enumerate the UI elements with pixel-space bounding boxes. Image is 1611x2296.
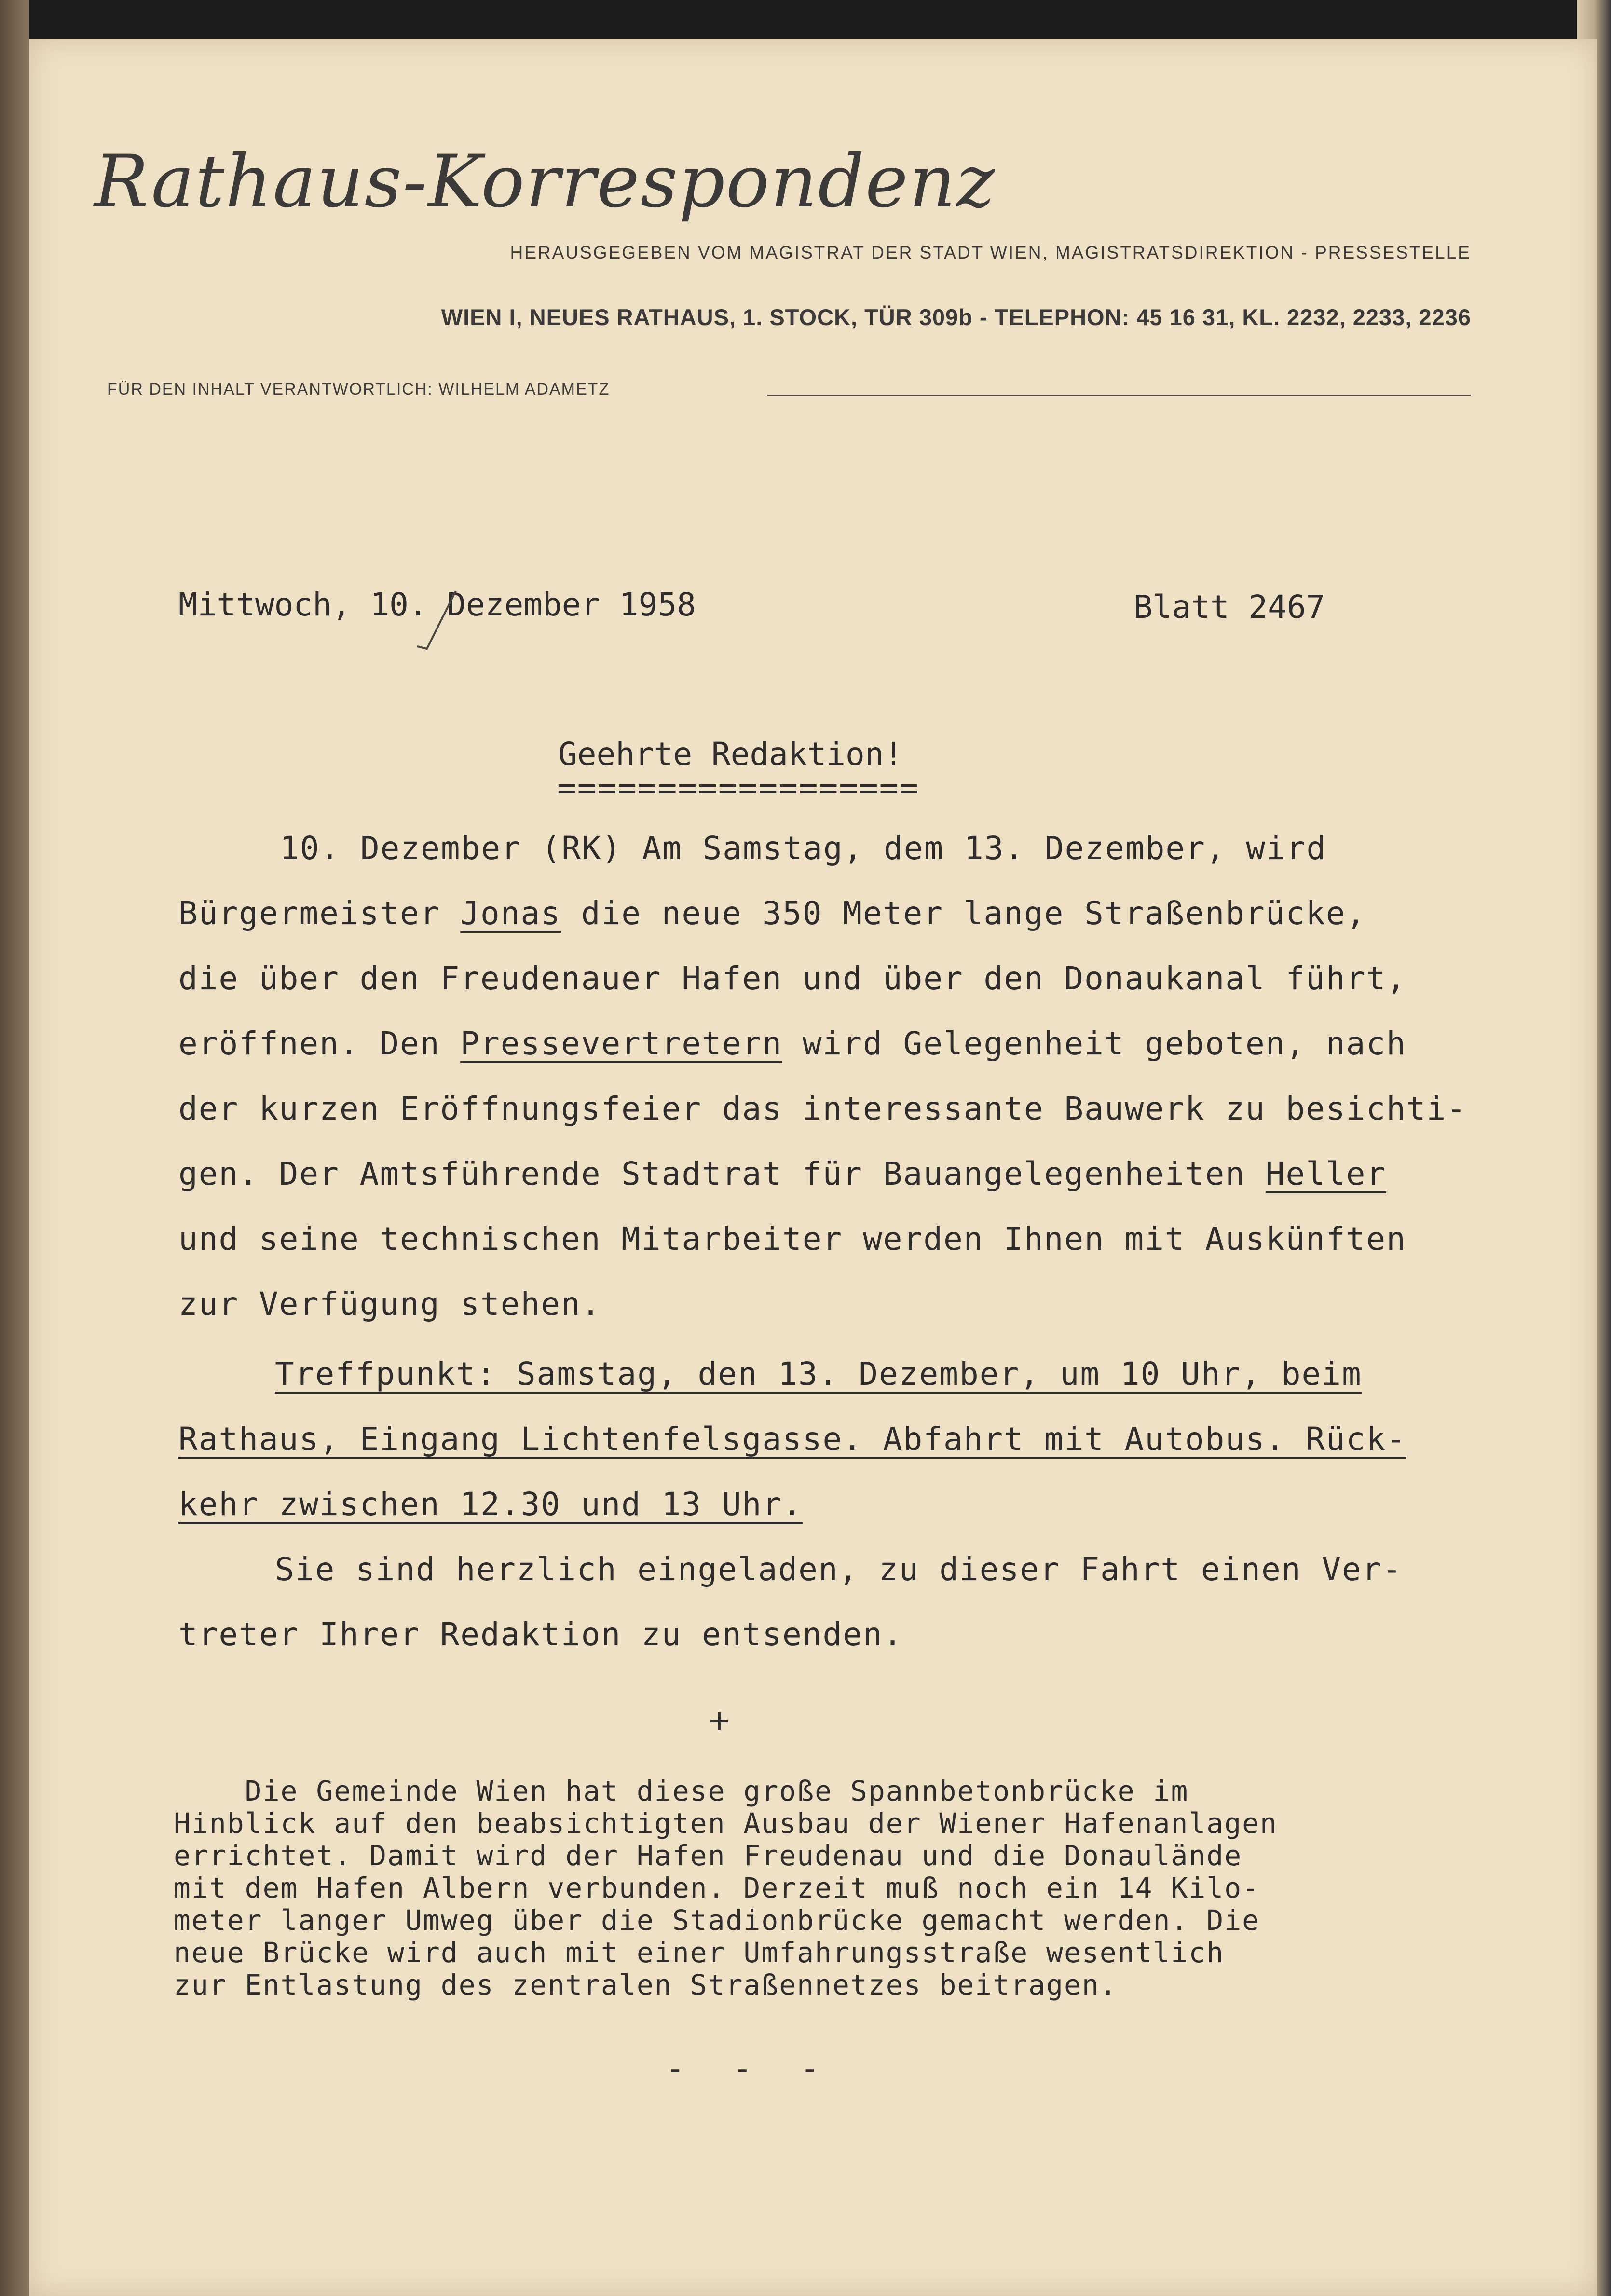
body-line: Bürgermeister Jonas die neue 350 Meter lange Straßenbrücke, [178, 895, 1366, 932]
invitation-line: Sie sind herzlich eingeladen, zu dieser Fahrt einen Ver- [275, 1551, 1403, 1588]
name-heller: Heller [1265, 1155, 1387, 1192]
publisher-line: HERAUSGEGEBEN VOM MAGISTRAT DER STADT WIEN, MAGISTRATSDIREKTION - PRESSESTELLE [510, 243, 1471, 262]
background-paragraph: Die Gemeinde Wien hat diese große Spannbetonbrücke im Hinblick auf den beabsichtigten Ausbau der Wiener Hafenanlagen errichtet. Damit wird der Hafen Freudenau und die Donaulände mit dem Hafen Albern verbunden. Derzeit muß noch ein 14 Kilo- meter langer Umweg über die Stadionbrücke gemacht werden. Die neue Brücke wird auch mit einer Umfahrungsstraße wesentlich zur Entlastung des zentralen Straßennetzes beitragen. [174, 1775, 1278, 2001]
body-line: und seine technischen Mitarbeiter werden Ihnen mit Auskünften [178, 1220, 1406, 1257]
masthead-title: Rathaus-Korrespondenz [94, 140, 996, 224]
meeting-line: kehr zwischen 12.30 und 13 Uhr. [178, 1486, 803, 1523]
sheet-number: Blatt 2467 [1133, 588, 1325, 626]
separator: + [709, 1700, 730, 1740]
meeting-line: Treffpunkt: Samstag, den 13. Dezember, um 10 Uhr, beim [275, 1355, 1362, 1393]
end-marker: - - - [666, 2050, 834, 2087]
body-line: gen. Der Amtsführende Stadtrat für Bauangelegenheiten Heller [178, 1155, 1387, 1192]
invitation-line: treter Ihrer Redaktion zu entsenden. [178, 1616, 903, 1653]
salutation: Geehrte Redaktion! [558, 736, 903, 773]
underlined-pressevertretern: Pressevertretern [460, 1025, 783, 1062]
check-mark-icon [415, 588, 458, 651]
responsible-line: FÜR DEN INHALT VERANTWORTLICH: WILHELM ADAMETZ [107, 380, 610, 398]
responsible-rule [767, 395, 1471, 396]
body-line: der kurzen Eröffnungsfeier das interessante Bauwerk zu besichti- [178, 1090, 1467, 1127]
body-line: 10. Dezember (RK) Am Samstag, dem 13. Dezember, wird [280, 830, 1327, 867]
salutation-rule: ================== [557, 769, 920, 806]
body-line: die über den Freudenauer Hafen und über den Donaukanal führt, [178, 960, 1406, 997]
book-binding [0, 0, 29, 2296]
body-line: eröffnen. Den Pressevertretern wird Gelegenheit geboten, nach [178, 1025, 1406, 1062]
body-line: zur Verfügung stehen. [178, 1285, 601, 1323]
date-line: Mittwoch, 10. Dezember 1958 [178, 586, 696, 623]
name-jonas: Jonas [460, 895, 561, 932]
meeting-line: Rathaus, Eingang Lichtenfelsgasse. Abfahrt mit Autobus. Rück- [178, 1421, 1406, 1458]
address-line: WIEN I, NEUES RATHAUS, 1. STOCK, TÜR 309b - TELEPHON: 45 16 31, KL. 2232, 2233, 2236 [441, 304, 1471, 330]
